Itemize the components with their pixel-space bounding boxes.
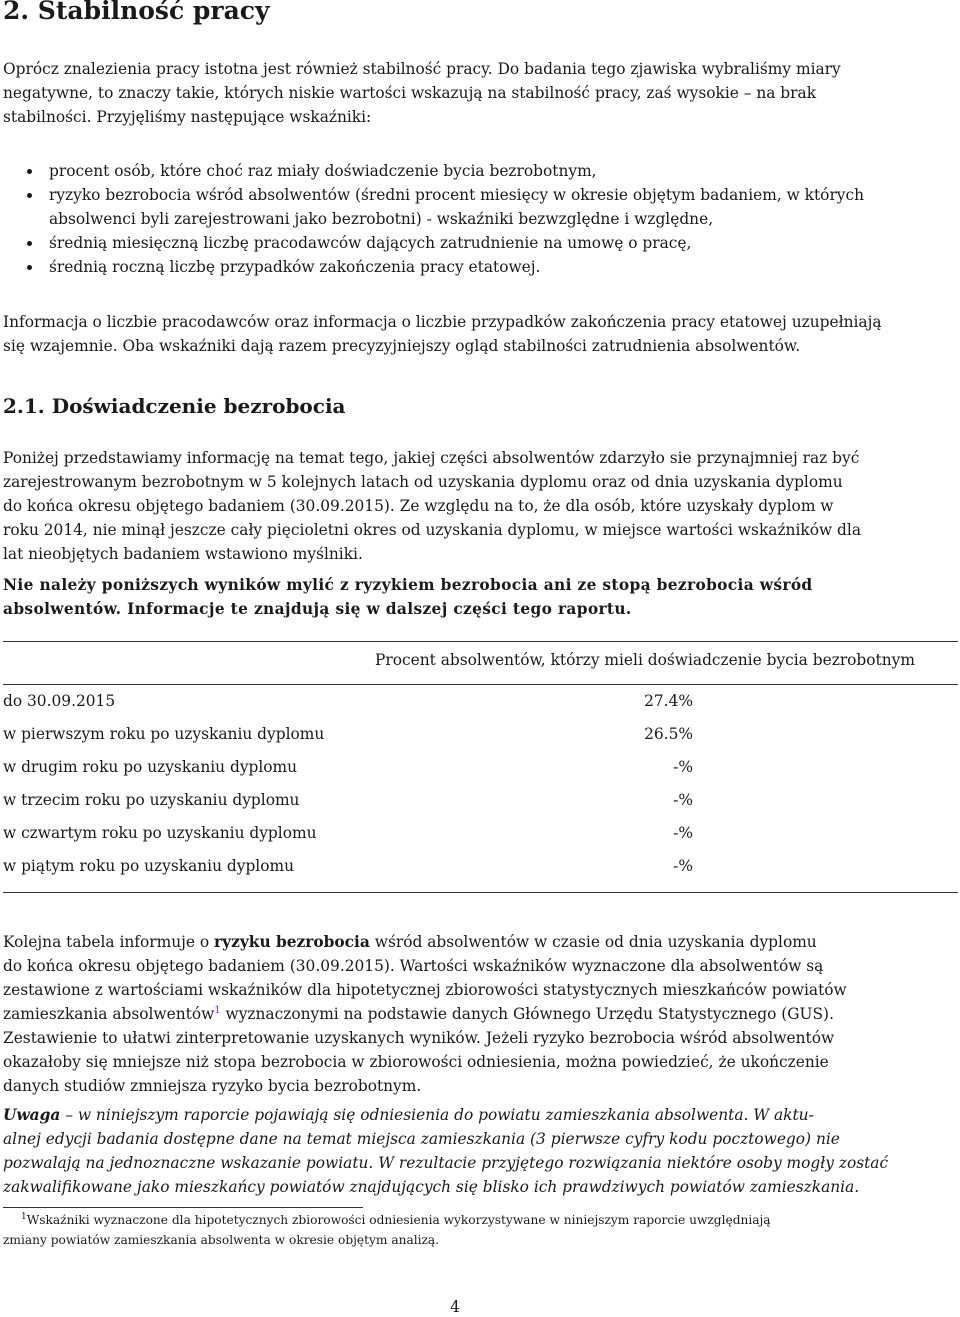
footnote-line [3,1210,915,1230]
intro-line: negatywne, to znaczy takie, których niskie wartości wskazują na stabilność pracy, zaś wysokie – na brak [3,84,817,102]
footnote-rule [3,1207,363,1208]
table-cell-value: -% [673,791,693,809]
risk-line: danych studiów zmniejsza ryzyko bycia bezrobotnym. [3,1077,422,1095]
section-heading: 2. Stabilność pracy [3,0,270,25]
description-line: Poniżej przedstawiamy informację na temat tego, jakiej części absolwentów zdarzyło sie przynajmniej raz być [3,449,860,467]
footnote [3,1210,915,1250]
note-label: Uwaga [3,1106,61,1124]
description-line: zarejestrowanym bezrobotnym w 5 kolejnych latach od uzyskania dyplomu oraz od dnia uzyskania dyplomu [3,473,843,491]
description-line: roku 2014, nie minął jeszcze cały pięcioletni okres od uzyskania dyplomu, w miejsce wartości wskaźników dla [3,521,861,539]
info-line: Informacja o liczbie pracodawców oraz informacja o liczbie przypadków zakończenia pracy etatowej uzupełniają [3,313,882,331]
table-row [3,788,693,812]
note-line: zakwalifikowane jako mieszkańcy powiatów znajdujących się blisko ich prawdziwych powiatów zamieszkania. [3,1178,860,1196]
list-item [3,231,915,255]
table-column-header: Procent absolwentów, którzy mieli doświadczenie bycia bezrobotnym [375,651,915,669]
table-cell-value: -% [673,857,693,875]
list-item-text: średnią roczną liczbę przypadków zakończenia pracy etatowej. [49,258,541,276]
indicator-list [3,159,915,279]
note-line: alnej edycji badania dostępne dane na temat miejsca zamieszkania (3 pierwsze cyfry kodu pocztowego) nie [3,1130,840,1148]
bullet-icon [27,241,32,246]
table-cell-label: w drugim roku po uzyskaniu dyplomu [3,758,298,776]
warning-line: absolwentów. Informacje te znajdują się w dalszej części tego raportu. [3,600,632,618]
table-top-rule [3,641,958,642]
description-paragraph [3,446,915,566]
page-number: 4 [450,1298,460,1316]
table-cell-label: w piątym roku po uzyskaniu dyplomu [3,857,294,875]
list-item-text: średnią miesięczną liczbę pracodawców dających zatrudnienie na umowę o pracę, [49,234,692,252]
warning-line: Nie należy poniższych wyników mylić z ryzykiem bezrobocia ani ze stopą bezrobocia wśród [3,576,813,594]
footnote-ref-link[interactable]: 1 [214,1004,221,1016]
footnote-number: 1 [21,1211,27,1222]
table-row [3,854,693,878]
table-cell-label: w czwartym roku po uzyskaniu dyplomu [3,824,317,842]
list-item-text: ryzyko bezrobocia wśród absolwentów (średni procent miesięcy w okresie objętym badaniem, w których [49,186,865,204]
list-item-text: absolwenci byli zarejestrowani jako bezrobotni) - wskaźniki bezwzględne i względne, [49,210,714,228]
risk-line: zestawione z wartościami wskaźników dla hipotetycznej zbiorowości statystycznych mieszkańców powiatów [3,981,847,999]
bullet-icon [27,193,32,198]
table-row [3,755,693,779]
table-row [3,821,693,845]
note-paragraph [3,1103,915,1199]
risk-line: okazałoby się mniejsze niż stopa bezrobocia w zbiorowości odniesienia, można powiedzieć, że ukończenie [3,1053,829,1071]
list-item [3,159,915,183]
table-cell-value: -% [673,824,693,842]
table-cell-label: w trzecim roku po uzyskaniu dyplomu [3,791,300,809]
list-item [3,183,915,231]
footnote-line: zmiany powiatów zamieszkania absolwenta w okresie objętym analizą. [3,1233,440,1247]
intro-line: stabilności. Przyjęliśmy następujące wskaźniki: [3,108,372,126]
risk-line [3,930,915,954]
risk-line: do końca okresu objętego badaniem (30.09.2015). Wartości wskaźników wyznaczone dla absolwentów są [3,957,824,975]
info-paragraph [3,310,915,358]
table-header-rule [3,684,958,685]
table-row [3,689,693,713]
subsection-heading: 2.1. Doświadczenie bezrobocia [3,394,346,418]
description-line: lat nieobjętych badaniem wstawiono myślniki. [3,545,363,563]
table-bottom-rule [3,892,958,893]
note-line [3,1103,915,1127]
text-run: wśród absolwentów w czasie od dnia uzyskania dyplomu [369,933,817,951]
description-line: do końca okresu objętego badaniem (30.09.2015). Ze względu na to, że dla osób, które uzyskały dyplom w [3,497,834,515]
note-line: pozwalają na jednoznaczne wskazanie powiatu. W rezultacie przyjętego rozwiązania niektóre osoby mogły zostać [3,1154,889,1172]
warning-paragraph [3,573,813,621]
text-run: zamieszkania absolwentów [3,1005,215,1023]
bullet-icon [27,169,32,174]
text-run: wyznaczonymi na podstawie danych Głównego Urzędu Statystycznego (GUS). [220,1005,834,1023]
table-cell-value: -% [673,758,693,776]
table-cell-label: do 30.09.2015 [3,692,116,710]
emphasis-text: ryzyku bezrobocia [214,933,370,951]
intro-line: Oprócz znalezienia pracy istotna jest również stabilność pracy. Do badania tego zjawiska wybraliśmy miary [3,60,841,78]
risk-paragraph [3,930,915,1098]
list-item-text: procent osób, które choć raz miały doświadczenie bycia bezrobotnym, [49,162,597,180]
intro-paragraph [3,57,915,129]
table-row [3,722,693,746]
list-item [3,255,915,279]
risk-line [3,1002,915,1026]
table-cell-label: w pierwszym roku po uzyskaniu dyplomu [3,725,325,743]
bullet-icon [27,265,32,270]
text-run: – w niniejszym raporcie pojawiają się odniesienia do powiatu zamieszkania absolwenta. W aktu- [60,1106,814,1124]
text-run: Wskaźniki wyznaczone dla hipotetycznych zbiorowości odniesienia wykorzystywane w niniejszym raporcie uwzględniają [26,1213,771,1227]
table-cell-value: 26.5% [644,725,693,743]
risk-line: Zestawienie to ułatwi zinterpretowanie uzyskanych wyników. Jeżeli ryzyko bezrobocia wśród absolwentów [3,1029,835,1047]
text-run: Kolejna tabela informuje o [3,933,215,951]
table-cell-value: 27.4% [644,692,693,710]
info-line: się wzajemnie. Oba wskaźniki dają razem precyzyjniejszy ogląd stabilności zatrudnienia absolwentów. [3,337,801,355]
